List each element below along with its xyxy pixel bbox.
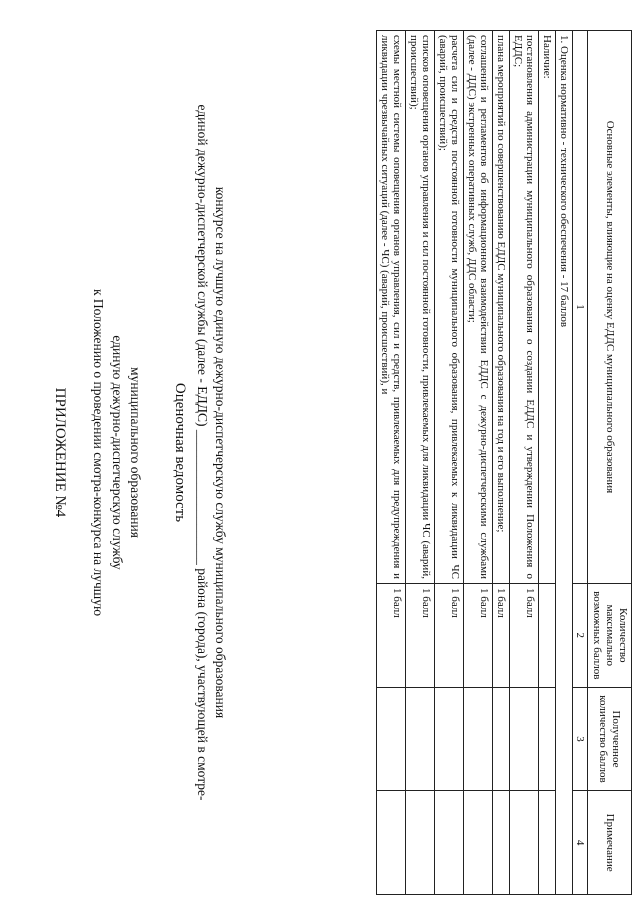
row-received bbox=[435, 687, 464, 791]
column-number-3: 3 bbox=[573, 687, 588, 791]
table-row bbox=[539, 31, 556, 895]
row-received bbox=[464, 687, 493, 791]
column-number-2: 2 bbox=[573, 583, 588, 687]
row-score: 1 балл bbox=[406, 583, 435, 687]
header-max-points: Количество максимально возможных баллов bbox=[588, 583, 632, 687]
table-row bbox=[377, 31, 406, 895]
row-text: расчета сил и средств постоянной готовности муниципального образования, привлекаемых к ликвидации ЧС (аварий, происшествий); bbox=[435, 31, 464, 584]
column-number-4: 4 bbox=[573, 791, 588, 895]
section-row bbox=[556, 31, 573, 895]
row-note bbox=[377, 791, 406, 895]
row-received bbox=[493, 687, 510, 791]
row-received bbox=[539, 687, 556, 791]
column-number-row bbox=[573, 31, 588, 895]
row-note bbox=[539, 791, 556, 895]
row-note bbox=[510, 791, 539, 895]
table-row bbox=[435, 31, 464, 895]
row-note bbox=[435, 791, 464, 895]
appendix-line-1: к Положению о проведении смотра-конкурса на лучшую bbox=[91, 288, 106, 617]
header-elements: Основные элементы, влияющие на оценку ЕДДС муниципального образования bbox=[588, 31, 632, 584]
appendix-line-3: муниципального образования bbox=[128, 367, 143, 538]
header-note: Примечание bbox=[588, 791, 632, 895]
row-text: постановления администрации муниципального образования о создании ЕДДС и утверждении Положения о ЕДДС; bbox=[510, 31, 539, 584]
row-text: плана мероприятий по совершенствованию ЕДДС муниципального образования на год и его выполнение; bbox=[493, 31, 510, 584]
sheet-subtitle-2: конкурсе на лучшую единую дежурно-диспетчерскую службу муниципального образования bbox=[213, 186, 228, 719]
row-note bbox=[464, 791, 493, 895]
row-text: Наличие: bbox=[539, 31, 556, 584]
header-row bbox=[588, 31, 632, 895]
row-score: 1 балл bbox=[464, 583, 493, 687]
sheet-title: Оценочная ведомость bbox=[172, 382, 188, 523]
row-received bbox=[377, 687, 406, 791]
column-number-1: 1 bbox=[573, 31, 588, 584]
row-received bbox=[510, 687, 539, 791]
row-score bbox=[539, 583, 556, 687]
row-score: 1 балл bbox=[510, 583, 539, 687]
row-score: 1 балл bbox=[435, 583, 464, 687]
row-score: 1 балл bbox=[377, 583, 406, 687]
appendix-line-2: единую дежурно-диспетчерскую службу bbox=[110, 335, 125, 570]
row-text: схемы местной системы оповещения органов управления, сил и средств, привлекаемых для предупреждения и ликвидации чрезвычайных ситуаций (далее - ЧС) (аварий, происшествий), и bbox=[377, 31, 406, 584]
table-row bbox=[406, 31, 435, 895]
row-text: соглашений и регламентов об информационном взаимодействии ЕДДС с дежурно-диспетчерскими службами (далее - ДДС) экстренных оперативных служб, ДДС области; bbox=[464, 31, 493, 584]
table-row bbox=[510, 31, 539, 895]
row-note bbox=[493, 791, 510, 895]
header-received-points: Полученное количество баллов bbox=[588, 687, 632, 791]
appendix-title: ПРИЛОЖЕНИЕ №4 bbox=[52, 387, 68, 518]
evaluation-table bbox=[376, 30, 632, 895]
sheet-subtitle-1: единой дежурно-диспетчерской службы (далее - ЕДДС) ____________________ района (города), участвующей в смотре- bbox=[195, 104, 210, 801]
section-title: 1. Оценка нормативно - технического обеспечения - 17 баллов bbox=[556, 31, 573, 895]
row-text: списков оповещения органов управления и сил постоянной готовности, привлекаемых для ликвидации ЧС (аварий, происшествий); bbox=[406, 31, 435, 584]
row-note bbox=[406, 791, 435, 895]
table-row bbox=[493, 31, 510, 895]
table-row bbox=[464, 31, 493, 895]
row-score: 1 балл bbox=[493, 583, 510, 687]
row-received bbox=[406, 687, 435, 791]
